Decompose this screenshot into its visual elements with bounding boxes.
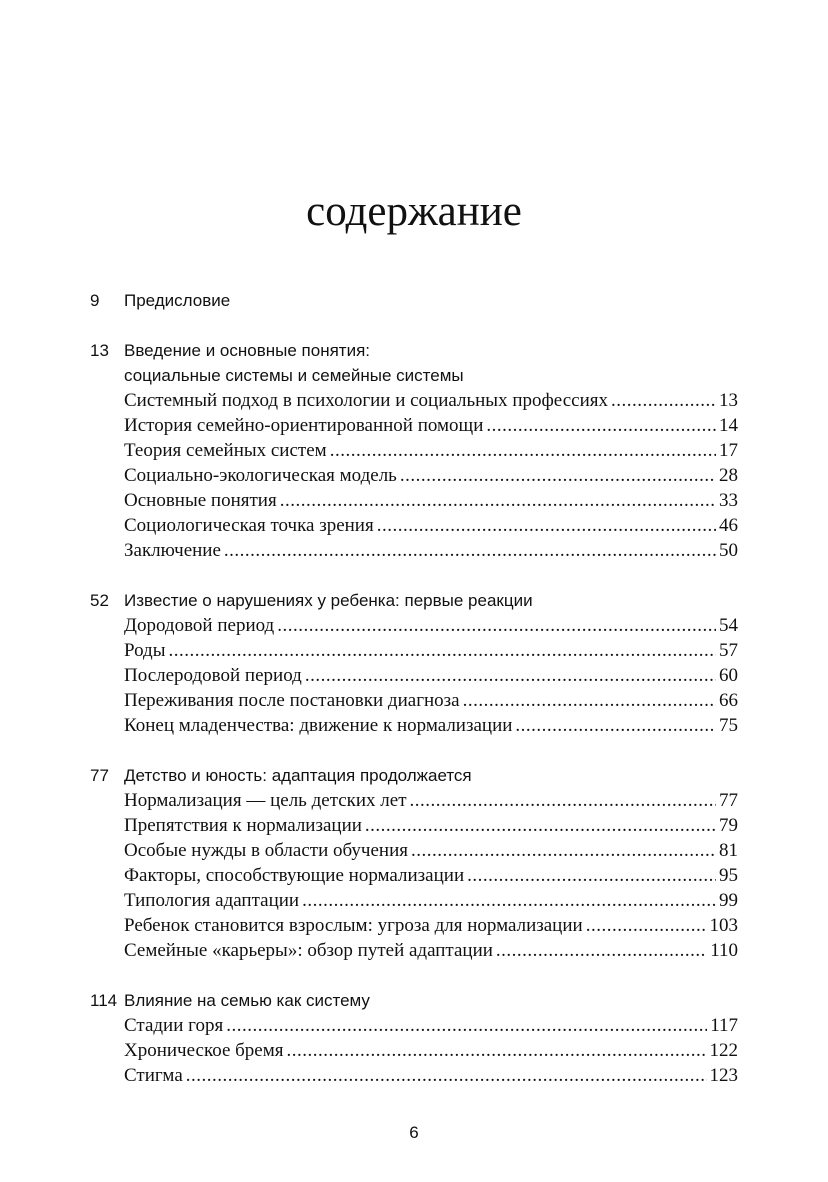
entry-title: Препятствия к нормализации [124,815,362,836]
page-title: содержание [306,188,522,235]
toc-entry [124,938,738,963]
entry-page-number: 99 [719,890,738,911]
section-heading [0,588,828,613]
toc-entry [124,513,738,538]
section-page-number: 114 [90,991,118,1010]
dot-leader [611,388,716,413]
toc-entry [124,813,738,838]
section-heading [0,338,828,363]
entry-page-number: 95 [719,865,738,886]
toc-section [0,988,828,1088]
entry-page-number: 28 [719,465,738,486]
section-title: Предисловие [124,291,231,310]
dot-leader [224,538,716,563]
entry-page-number: 14 [719,415,738,436]
toc-entry [124,863,738,888]
toc-entry [124,663,738,688]
entry-title: Семейные «карьеры»: обзор путей адаптации [124,940,493,961]
entry-title: Социологическая точка зрения [124,515,374,536]
dot-leader [400,463,716,488]
toc-entry [124,463,738,488]
section-title-line2: социальные системы и семейные системы [124,366,464,385]
entry-page-number: 66 [719,690,738,711]
toc-entry [124,888,738,913]
entry-title: Системный подход в психологии и социальных профессиях [124,390,608,411]
entry-page-number: 123 [709,1065,738,1086]
dot-leader [496,938,707,963]
toc-section [0,338,828,563]
dot-leader [365,813,716,838]
entry-title: Типология адаптации [124,890,300,911]
toc-entry [124,613,738,638]
dot-leader [330,438,716,463]
toc-entry [124,438,738,463]
dot-leader [305,663,716,688]
toc-entry [124,488,738,513]
toc-entry [124,1063,738,1088]
section-title: Известие о нарушениях у ребенка: первые реакции [124,591,533,610]
toc-entry [124,1013,738,1038]
entry-page-number: 122 [709,1040,738,1061]
entry-page-number: 110 [710,940,738,961]
dot-leader [410,788,716,813]
entry-page-number: 13 [719,390,738,411]
entry-page-number: 17 [719,440,738,461]
entry-page-number: 117 [710,1015,738,1036]
entry-title: Основные понятия [124,490,277,511]
entry-title: Заключение [124,540,221,561]
entry-page-number: 54 [719,615,738,636]
entry-title: История семейно-ориентированной помощи [124,415,484,436]
section-title: Введение и основные понятия: [124,341,370,360]
entry-title: Стадии горя [124,1015,224,1036]
entry-title: Нормализация — цель детских лет [124,790,407,811]
entry-title: Конец младенчества: движение к нормализации [124,715,513,736]
section-title: Детство и юность: адаптация продолжается [124,766,472,785]
section-heading [0,288,828,313]
entry-title: Роды [124,640,166,661]
dot-leader [586,913,707,938]
section-heading [0,988,828,1013]
entry-page-number: 77 [719,790,738,811]
toc-section [0,588,828,738]
dot-leader [486,413,716,438]
entry-title: Дородовой период [124,615,275,636]
dot-leader [515,713,716,738]
entry-page-number: 46 [719,515,738,536]
entry-title: Особые нужды в области обучения [124,840,408,861]
entry-page-number: 33 [719,490,738,511]
toc-entry [124,538,738,563]
toc-entry [124,688,738,713]
toc-entry [124,788,738,813]
toc-entry [124,913,738,938]
section-page-number: 9 [90,291,100,310]
dot-leader [377,513,716,538]
entry-page-number: 57 [719,640,738,661]
dot-leader [226,1013,707,1038]
toc-entry [124,1038,738,1063]
dot-leader [168,638,716,663]
entry-page-number: 60 [719,665,738,686]
entry-title: Переживания после постановки диагноза [124,690,460,711]
entry-page-number: 50 [719,540,738,561]
toc-section [0,763,828,963]
dot-leader [277,613,716,638]
section-page-number: 52 [90,591,109,610]
section-title: Влияние на семью как систему [124,991,370,1010]
toc-entry [124,713,738,738]
entry-page-number: 81 [719,840,738,861]
toc-entry [124,838,738,863]
dot-leader [467,863,716,888]
entry-page-number: 79 [719,815,738,836]
entry-title: Социально-экологическая модель [124,465,397,486]
toc-section [0,288,828,313]
dot-leader [411,838,716,863]
dot-leader [302,888,716,913]
entry-title: Стигма [124,1065,183,1086]
toc-entry [124,413,738,438]
dot-leader [463,688,716,713]
dot-leader [186,1063,707,1088]
section-page-number: 77 [90,766,109,785]
entry-page-number: 75 [719,715,738,736]
toc-entry [124,388,738,413]
section-heading [0,763,828,788]
dot-leader [287,1038,707,1063]
page-number: 6 [409,1123,419,1142]
toc-entry [124,638,738,663]
entry-title: Послеродовой период [124,665,302,686]
entry-title: Теория семейных систем [124,440,327,461]
entry-title: Хроническое бремя [124,1040,284,1061]
entry-page-number: 103 [709,915,738,936]
entry-title: Факторы, способствующие нормализации [124,865,465,886]
entry-title: Ребенок становится взрослым: угроза для нормализации [124,915,583,936]
section-page-number: 13 [90,341,109,360]
dot-leader [280,488,716,513]
